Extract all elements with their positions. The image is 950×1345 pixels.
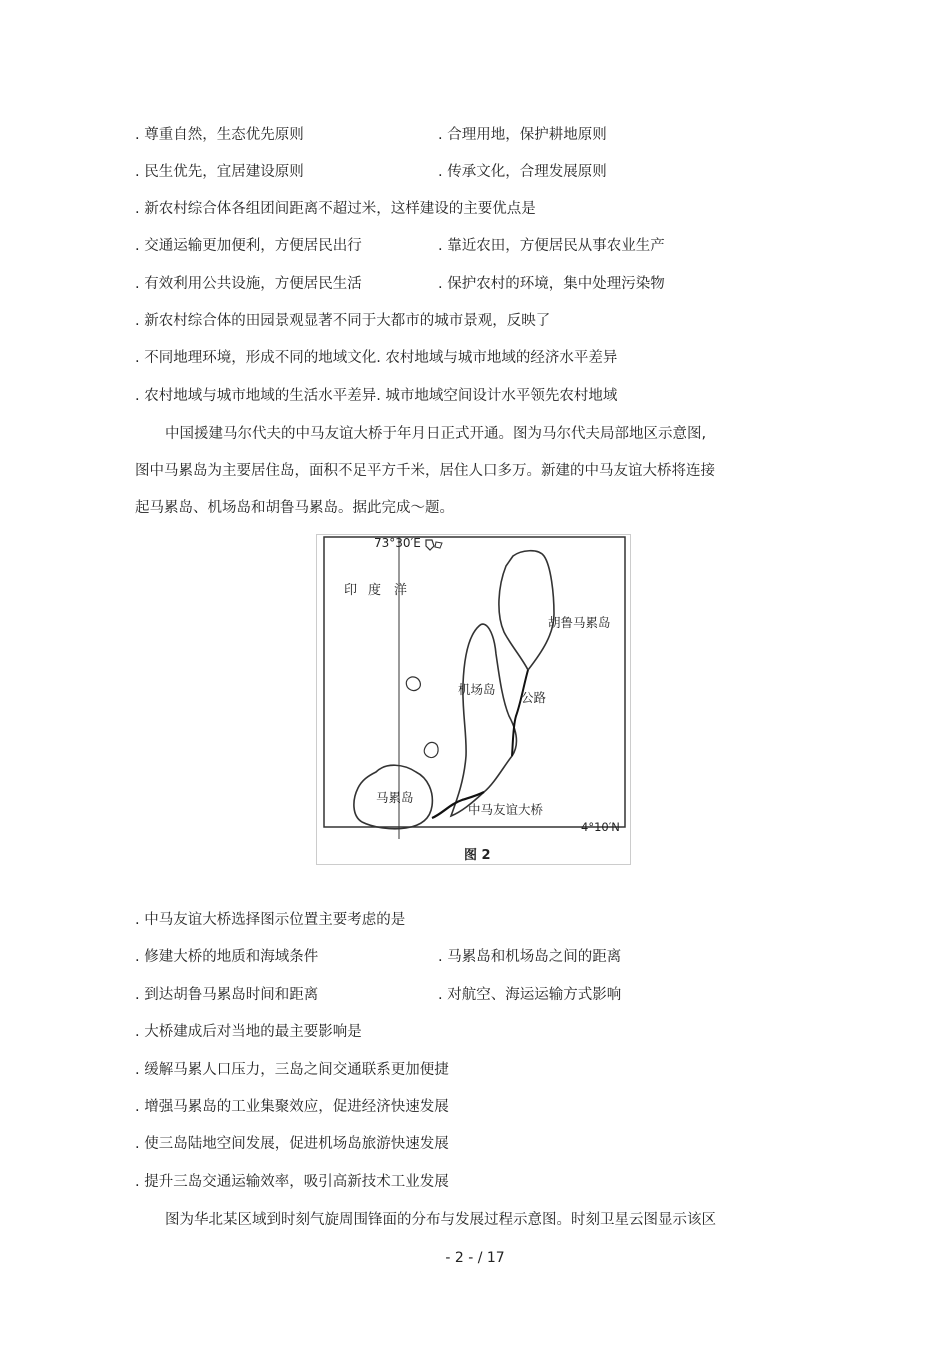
q2-option-b: . 靠近农田，方便居民从事农业生产	[438, 238, 665, 254]
maldives-map-figure	[316, 534, 631, 865]
q5-option-a: . 缓解马累人口压力，三岛之间交通联系更加便捷	[135, 1062, 449, 1078]
page-number: - 2 - / 17	[445, 1250, 505, 1266]
q5-option-d: . 提升三岛交通运输效率，吸引高新技术工业发展	[135, 1174, 449, 1190]
intro-2: 图为华北某区域到时刻气旋周围锋面的分布与发展过程示意图。时刻卫星云图显示该区	[165, 1212, 716, 1228]
q2-option-a: . 交通运输更加便利，方便居民出行	[135, 238, 362, 254]
q2-option-d: . 保护农村的环境，集中处理污染物	[438, 276, 665, 292]
road-label: 公路	[521, 690, 547, 705]
bridge-label: 中马友谊大桥	[468, 802, 544, 817]
question-5: . 大桥建成后对当地的最主要影响是	[135, 1024, 362, 1040]
option-d: . 传承文化，合理发展原则	[438, 164, 607, 180]
option-a: . 尊重自然，生态优先原则	[135, 127, 304, 143]
latitude-label: 4°10′N	[581, 820, 620, 834]
figure-caption: 图 2	[464, 848, 491, 863]
intro-line-3: 起马累岛、机场岛和胡鲁马累岛。据此完成～题。	[135, 500, 454, 516]
q4-option-b: . 马累岛和机场岛之间的距离	[438, 949, 622, 965]
option-c: . 民生优先，宜居建设原则	[135, 164, 304, 180]
q3-options-ab: . 不同地理环境，形成不同的地域文化. 农村地域与城市地域的经济水平差异	[135, 350, 618, 366]
ocean-label-1: 印	[344, 583, 358, 598]
intro-line-2: 图中马累岛为主要居住岛，面积不足平方千米，居住人口多万。新建的中马友谊大桥将连接	[135, 463, 715, 479]
q5-option-c: . 使三岛陆地空间发展，促进机场岛旅游快速发展	[135, 1136, 449, 1152]
intro-line-1: 中国援建马尔代夫的中马友谊大桥于年月日正式开通。图为马尔代夫局部地区示意图,	[165, 426, 707, 442]
q4-option-d: . 对航空、海运运输方式影响	[438, 987, 622, 1003]
q3-options-cd: . 农村地域与城市地域的生活水平差异. 城市地域空间设计水平领先农村地域	[135, 388, 618, 404]
q4-option-c: . 到达胡鲁马累岛时间和距离	[135, 987, 319, 1003]
question-4: . 中马友谊大桥选择图示位置主要考虑的是	[135, 912, 406, 928]
ocean-label-3: 洋	[394, 583, 408, 598]
q2-option-c: . 有效利用公共设施，方便居民生活	[135, 276, 362, 292]
airport-label: 机场岛	[458, 682, 496, 697]
q4-option-a: . 修建大桥的地质和海域条件	[135, 949, 319, 965]
longitude-label: 73°30′E	[374, 536, 421, 550]
question-2: . 新农村综合体各组团间距离不超过米，这样建设的主要优点是	[135, 201, 536, 217]
question-3: . 新农村综合体的田园景观显著不同于大都市的城市景观，反映了	[135, 313, 551, 329]
option-b: . 合理用地，保护耕地原则	[438, 127, 607, 143]
male-label: 马累岛	[376, 790, 414, 805]
ocean-label-2: 度	[368, 583, 382, 598]
q5-option-b: . 增强马累岛的工业集聚效应，促进经济快速发展	[135, 1099, 449, 1115]
hulhumale-label: 胡鲁马累岛	[548, 615, 611, 630]
